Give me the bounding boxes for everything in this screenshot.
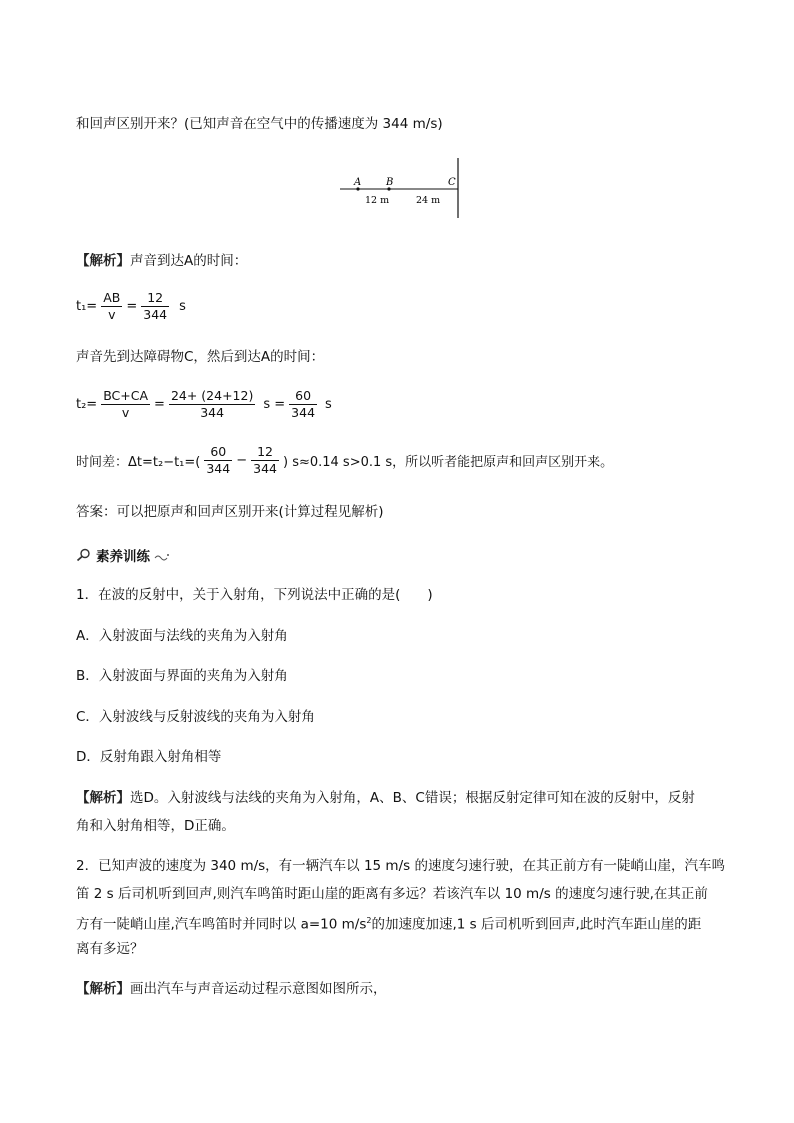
t2-frac-2: $\frac{24+ (24+12)}{344}$ [170, 388, 254, 420]
section-title: 素养训练 [96, 549, 150, 565]
label-b: B [386, 177, 394, 188]
magnifier-icon [76, 548, 92, 562]
dt-frac-1: $\frac{60}{344}$ [206, 444, 231, 476]
q1-option-c: C．入射波线与反射波线的夹角为入射角 [76, 709, 315, 725]
t2-frac-3: $\frac{60}{344}$ [291, 388, 316, 420]
dist-ab: 12 m [365, 195, 390, 206]
q2-line-4: 离有多远？ [76, 941, 144, 957]
t1-formula: t₁= $\frac{AB}{v}$ = $\frac{12}{344}$ s [76, 290, 186, 322]
t2-frac-1: $\frac{BC+CA}{v}$ [103, 388, 149, 420]
answer-line: 答案：可以把原声和回声区别开来(计算过程见解析) [76, 504, 384, 520]
t1-lhs: t₁= [76, 299, 98, 314]
q1-analysis-line-2: 角和入射角相等，D正确。 [76, 818, 235, 834]
q1-option-b: B．入射波面与界面的夹角为入射角 [76, 668, 288, 684]
distance-diagram [340, 158, 470, 220]
intro-line: 和回声区别开来？(已知声音在空气中的传播速度为 344 m/s) [76, 116, 443, 132]
analysis-1 [76, 252, 247, 270]
wave-decoration-icon [154, 548, 170, 562]
analysis-1-text: 声音到达A的时间： [130, 253, 248, 269]
dt-formula: 时间差：Δt=t₂−t₁=( $\frac{60}{344}$ − $\frac{12}{344}$ ) s≈0.14 s>0.1 s，所以听者能把原声和回声区别开来。 [76, 444, 614, 476]
line-2: 声音先到达障碍物C，然后到达A的时间： [76, 349, 325, 365]
label-a: A [354, 177, 362, 188]
q1-analysis-line-1: 【解析】选D。入射波线与法线的夹角为入射角，A、B、C错误；根据反射定律可知在波的反射中，反射 [76, 790, 695, 806]
t2-formula: t₂= $\frac{BC+CA}{v}$ = $\frac{24+ (24+12)}{344}$ s = $\frac{60}{344}$ s [76, 388, 332, 420]
q2-analysis: 【解析】画出汽车与声音运动过程示意图如图所示， [76, 981, 387, 997]
analysis-tag: 【解析】 [76, 253, 130, 269]
q1-option-d: D．反射角跟入射角相等 [76, 749, 222, 765]
label-c: C [448, 177, 456, 188]
t1-frac-2: $\frac{12}{344}$ [143, 290, 168, 322]
t1-frac-1: $\frac{AB}{v}$ [103, 290, 121, 322]
q2-line-1: 2．已知声波的速度为 340 m/s，有一辆汽车以 15 m/s 的速度匀速行驶，在其正前方有一陡峭山崖，汽车鸣 [76, 858, 725, 874]
q1-option-a: A．入射波面与法线的夹角为入射角 [76, 628, 288, 644]
section-header [76, 545, 170, 565]
dt-frac-2: $\frac{12}{344}$ [253, 444, 277, 476]
q1-stem: 1．在波的反射中，关于入射角，下列说法中正确的是( ) [76, 587, 433, 603]
q2-line-3: 方有一陡峭山崖,汽车鸣笛时并同时以 a=10 $m/s^2$的加速度加速,1 s 后司机听到回声,此时汽车距山崖的距 [76, 916, 702, 933]
dist-bc: 24 m [416, 195, 441, 206]
q2-line-2: 笛 2 s 后司机听到回声,则汽车鸣笛时距山崖的距离有多远？若该汽车以 10 m/s 的速度匀速行驶,在其正前 [76, 886, 708, 902]
